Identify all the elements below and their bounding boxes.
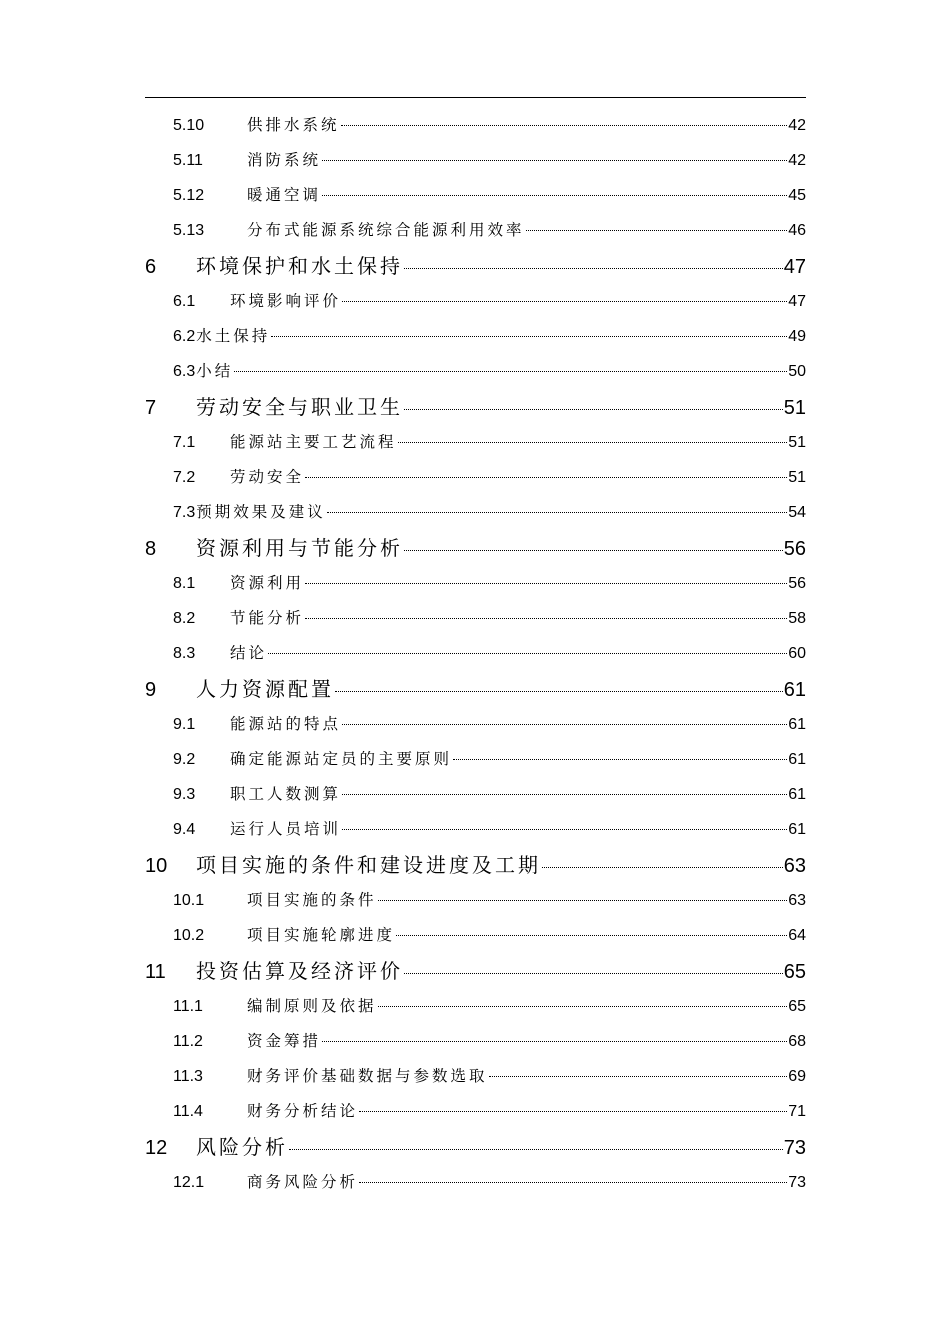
toc-entry-number: 9.4 (173, 821, 196, 838)
toc-entry-number: 12 (145, 1137, 168, 1159)
toc-chapter-entry[interactable] (145, 953, 806, 989)
toc-entry-title: 环境影响评价 (230, 292, 342, 310)
toc-chapter-entry[interactable] (145, 847, 806, 883)
toc-section-entry[interactable] (145, 918, 806, 953)
toc-entry-number: 7 (145, 397, 157, 419)
toc-dot-leader (322, 195, 787, 196)
toc-section-entry[interactable] (145, 1165, 806, 1200)
toc-entry-page-number: 63 (788, 892, 806, 909)
toc-dot-leader (489, 1076, 788, 1077)
toc-dot-leader (526, 230, 788, 231)
toc-dot-leader (359, 1182, 787, 1183)
toc-entry-page-number: 69 (788, 1068, 806, 1085)
toc-entry-title: 预期效果及建议 (196, 503, 326, 521)
toc-entry-page-number: 42 (788, 117, 806, 134)
toc-entry-number: 6.1 (173, 293, 196, 310)
toc-dot-leader (359, 1111, 787, 1112)
toc-entry-number: 10.2 (173, 927, 205, 944)
toc-section-entry[interactable] (145, 143, 806, 178)
toc-entry-page-number: 54 (788, 504, 806, 521)
toc-entry-title: 分布式能源系统综合能源利用效率 (247, 221, 525, 239)
toc-dot-leader (341, 125, 788, 126)
toc-dot-leader (305, 477, 787, 478)
toc-section-entry[interactable] (145, 460, 806, 495)
toc-dot-leader (305, 583, 787, 584)
toc-entry-number: 5.12 (173, 187, 205, 204)
toc-entry-page-number: 61 (783, 679, 806, 701)
toc-section-entry[interactable] (145, 178, 806, 213)
toc-entry-page-number: 71 (788, 1103, 806, 1120)
toc-entry-page-number: 56 (783, 538, 806, 560)
toc-entry-page-number: 64 (788, 927, 806, 944)
toc-entry-page-number: 73 (783, 1137, 806, 1159)
toc-entry-number: 9 (145, 679, 157, 701)
toc-section-entry[interactable] (145, 495, 806, 530)
toc-entry-number: 9.1 (173, 716, 196, 733)
toc-section-entry[interactable] (145, 425, 806, 460)
toc-chapter-entry[interactable] (145, 671, 806, 707)
toc-entry-title: 能源站的特点 (230, 715, 342, 733)
toc-entry-title: 资源利用 (230, 574, 305, 592)
toc-entry-title: 确定能源站定员的主要原则 (230, 750, 453, 768)
toc-dot-leader (378, 900, 788, 901)
toc-entry-page-number: 56 (788, 575, 806, 592)
toc-entry-page-number: 61 (788, 751, 806, 768)
toc-entry-title: 能源站主要工艺流程 (230, 433, 397, 451)
toc-section-entry[interactable] (145, 777, 806, 812)
toc-section-entry[interactable] (145, 707, 806, 742)
toc-entry-page-number: 65 (783, 961, 806, 983)
toc-entry-title: 项目实施的条件 (247, 891, 377, 909)
toc-dot-leader (335, 691, 783, 692)
toc-chapter-entry[interactable] (145, 248, 806, 284)
toc-entry-title: 运行人员培训 (230, 820, 342, 838)
toc-entry-number: 7.2 (173, 469, 196, 486)
toc-dot-leader (542, 867, 783, 868)
toc-entry-number: 5.10 (173, 117, 205, 134)
toc-dot-leader (305, 618, 787, 619)
toc-entry-title: 项目实施轮廓进度 (247, 926, 396, 944)
toc-section-entry[interactable] (145, 1094, 806, 1129)
toc-section-entry[interactable] (145, 883, 806, 918)
toc-entry-number: 6 (145, 256, 157, 278)
toc-entry-number: 5.13 (173, 222, 205, 239)
toc-dot-leader (342, 829, 787, 830)
toc-entry-number: 6.3 (173, 363, 196, 380)
toc-entry-number: 5.11 (173, 152, 203, 169)
toc-section-entry[interactable] (145, 989, 806, 1024)
toc-section-entry[interactable] (145, 1059, 806, 1094)
toc-dot-leader (398, 442, 788, 443)
toc-entry-title: 职工人数测算 (230, 785, 342, 803)
toc-entry-number: 10.1 (173, 892, 205, 909)
toc-dot-leader (404, 550, 783, 551)
toc-section-entry[interactable] (145, 319, 806, 354)
toc-dot-leader (404, 409, 783, 410)
toc-entry-page-number: 46 (788, 222, 806, 239)
toc-entry-title: 投资估算及经济评价 (196, 959, 403, 983)
toc-entry-title: 风险分析 (196, 1135, 288, 1159)
toc-dot-leader (342, 301, 787, 302)
header-rule (145, 97, 806, 98)
toc-entry-page-number: 61 (788, 821, 806, 838)
toc-entry-title: 小结 (196, 362, 234, 380)
toc-section-entry[interactable] (145, 812, 806, 847)
toc-entry-number: 9.2 (173, 751, 196, 768)
toc-dot-leader (342, 794, 787, 795)
toc-section-entry[interactable] (145, 1024, 806, 1059)
toc-entry-number: 8.1 (173, 575, 196, 592)
toc-entry-number: 11.1 (173, 998, 203, 1015)
toc-entry-number: 9.3 (173, 786, 196, 803)
toc-entry-page-number: 42 (788, 152, 806, 169)
toc-section-entry[interactable] (145, 742, 806, 777)
toc-entry-title: 结论 (230, 644, 268, 662)
toc-entry-number: 11.2 (173, 1033, 203, 1050)
toc-entry-page-number: 63 (783, 855, 806, 877)
toc-entry-page-number: 51 (788, 434, 806, 451)
toc-entry-page-number: 51 (783, 397, 806, 419)
toc-dot-leader (404, 973, 783, 974)
toc-entry-page-number: 51 (788, 469, 806, 486)
toc-entry-title: 资源利用与节能分析 (196, 536, 403, 560)
toc-section-entry[interactable] (145, 284, 806, 319)
toc-entry-title: 暖通空调 (247, 186, 322, 204)
toc-entry-number: 11.4 (173, 1103, 203, 1120)
toc-section-entry[interactable] (145, 566, 806, 601)
toc-dot-leader (342, 724, 787, 725)
toc-entry-page-number: 49 (788, 328, 806, 345)
toc-entry-page-number: 58 (788, 610, 806, 627)
toc-entry-number: 11 (145, 961, 166, 983)
toc-entry-number: 12.1 (173, 1174, 205, 1191)
toc-entry-number: 11.3 (173, 1068, 203, 1085)
toc-dot-leader (396, 935, 787, 936)
toc-entry-number: 6.2 (173, 328, 196, 345)
toc-entry-title: 资金筹措 (247, 1032, 322, 1050)
toc-entry-title: 节能分析 (230, 609, 305, 627)
table-of-contents (145, 108, 806, 1200)
toc-entry-title: 商务风险分析 (247, 1173, 359, 1191)
toc-chapter-entry[interactable] (145, 530, 806, 566)
toc-dot-leader (327, 512, 787, 513)
toc-entry-title: 消防系统 (247, 151, 322, 169)
toc-entry-title: 供排水系统 (247, 116, 340, 134)
toc-entry-number: 8 (145, 538, 157, 560)
toc-entry-title: 财务评价基础数据与参数选取 (247, 1067, 488, 1085)
toc-dot-leader (378, 1006, 788, 1007)
toc-entry-number: 7.3 (173, 504, 196, 521)
toc-entry-page-number: 60 (788, 645, 806, 662)
toc-entry-number: 8.3 (173, 645, 196, 662)
toc-section-entry[interactable] (145, 108, 806, 143)
toc-entry-page-number: 61 (788, 786, 806, 803)
toc-dot-leader (322, 1041, 787, 1042)
toc-entry-title: 财务分析结论 (247, 1102, 359, 1120)
toc-entry-title: 人力资源配置 (196, 677, 334, 701)
toc-dot-leader (271, 336, 787, 337)
toc-section-entry[interactable] (145, 213, 806, 248)
toc-entry-page-number: 47 (788, 293, 806, 310)
toc-entry-page-number: 45 (788, 187, 806, 204)
toc-entry-number: 7.1 (173, 434, 196, 451)
toc-entry-page-number: 61 (788, 716, 806, 733)
toc-section-entry[interactable] (145, 601, 806, 636)
toc-entry-page-number: 65 (788, 998, 806, 1015)
toc-dot-leader (234, 371, 787, 372)
toc-section-entry[interactable] (145, 354, 806, 389)
toc-section-entry[interactable] (145, 636, 806, 671)
toc-dot-leader (453, 759, 787, 760)
toc-chapter-entry[interactable] (145, 1129, 806, 1165)
toc-dot-leader (322, 160, 787, 161)
toc-entry-title: 劳动安全与职业卫生 (196, 395, 403, 419)
toc-dot-leader (289, 1149, 783, 1150)
toc-entry-title: 水土保持 (196, 327, 271, 345)
toc-entry-number: 8.2 (173, 610, 196, 627)
toc-entry-page-number: 47 (783, 256, 806, 278)
toc-chapter-entry[interactable] (145, 389, 806, 425)
toc-entry-number: 10 (145, 855, 168, 877)
toc-entry-title: 劳动安全 (230, 468, 305, 486)
toc-dot-leader (404, 268, 783, 269)
toc-entry-page-number: 68 (788, 1033, 806, 1050)
toc-entry-page-number: 73 (788, 1174, 806, 1191)
toc-entry-title: 编制原则及依据 (247, 997, 377, 1015)
toc-entry-title: 项目实施的条件和建设进度及工期 (196, 853, 541, 877)
toc-entry-page-number: 50 (788, 363, 806, 380)
toc-dot-leader (268, 653, 787, 654)
toc-entry-title: 环境保护和水土保持 (196, 254, 403, 278)
